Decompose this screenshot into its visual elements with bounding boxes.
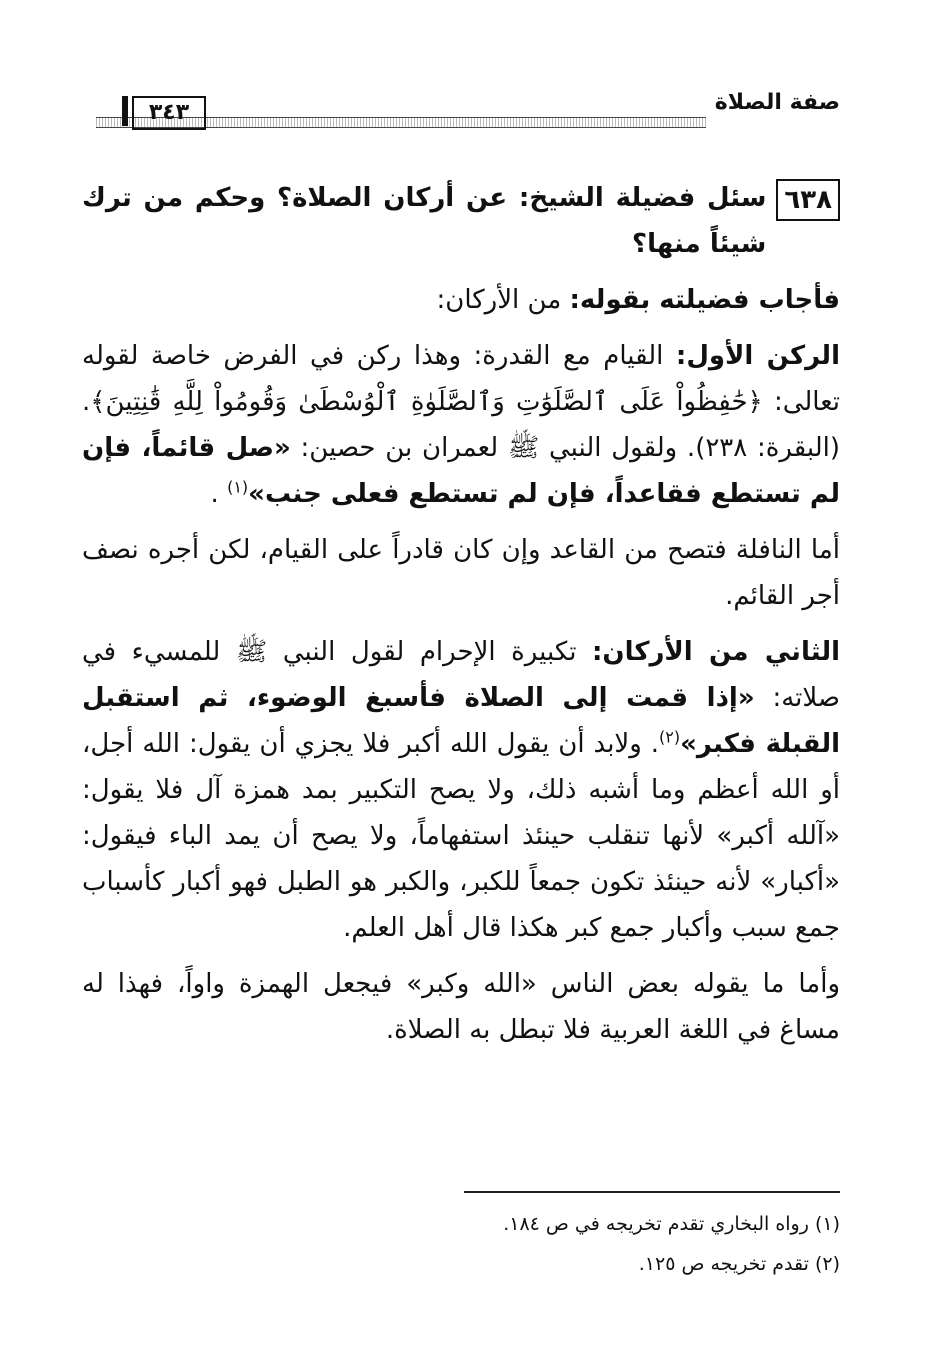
rukn-second-text-continued: . ولابد أن يقول الله أكبر فلا يجزي أن يقول: الله أجل، أو الله أعظم وما أشبه ذلك، ولا يصح التكبير بمد همزة آل فلا يقول: «آلله أكبر» لأنها تنقلب حينئذ استفهاماً، ولا يصح أن يمد الباء فيقول: «أكبار» لأنه حينئذ تكون جمعاً للكبر، والكبر هو الطبل فهو أكبار كأسباب جمع سبب وأكبار جمع كبر هكذا قال أهل العلم. [82,729,840,943]
rukn-second-text: تكبيرة الإحرام لقول النبي ﷺ للمسيء في صلاته: [82,637,840,713]
footnote-2: (٢) تقدم تخريجه ص ١٢٥. [638,1253,840,1275]
rukn-first-paragraph [82,333,840,517]
rukn-second-paragraph [82,629,840,951]
answer-lead: فأجاب فضيلته بقوله: [569,285,840,315]
answer-intro-rest: من الأركان: [436,285,570,315]
question-block [82,175,840,267]
running-header-title: صفة الصلاة [714,90,840,115]
footnotes [82,1204,840,1284]
footnote-1: (١) رواه البخاري تقدم تخريجه في ص ١٨٤. [503,1213,840,1235]
nafila-paragraph: أما النافلة فتصح من القاعد وإن كان قادراً على القيام، لكن أجره نصف أجر القائم. [82,535,840,611]
answer-intro [82,277,840,323]
page-number: ٣٤٣ [132,96,206,130]
rukn-first-end: . [210,479,228,509]
footnote-separator [464,1191,840,1193]
rukn-second-title: الثاني من الأركان: [591,637,840,667]
last-paragraph: وأما ما يقوله بعض الناس «الله وكبر» فيجعل الهمزة واواً، فهذا له مساغ في اللغة العربية فلا تبطل به الصلاة. [82,969,840,1045]
rukn-first-text: القيام مع القدرة: وهذا ركن في الفرض خاصة لقوله تعالى: ﴿حَٰفِظُواْ عَلَى ٱلصَّلَوَٰتِ وَٱلصَّلَوٰةِ ٱلْوُسْطَىٰ وَقُومُواْ لِلَّهِ قَٰنِتِينَ﴾. (البقرة: ٢٣٨). ولقول النبي ﷺ لعمران بن حصين: [82,341,840,463]
rukn-first-hadith: «صل قائماً، فإن لم تستطع فقاعداً، فإن لم تستطع فعلى جنب» [82,433,840,509]
rukn-second-hadith: «إذا قمت إلى الصلاة فأسبغ الوضوء، ثم استقبل القبلة فكبر» [82,683,840,759]
page-body [82,175,840,1063]
question-number: ٦٣٨ [776,179,840,221]
footnote-ref-2: (٢) [659,727,681,747]
page-number-ornament [122,96,128,126]
footnote-ref-1: (١) [227,477,249,497]
rukn-first-title: الركن الأول: [675,341,840,371]
question-text: سئل فضيلة الشيخ: عن أركان الصلاة؟ وحكم من ترك شيئاً منها؟ [82,183,767,259]
